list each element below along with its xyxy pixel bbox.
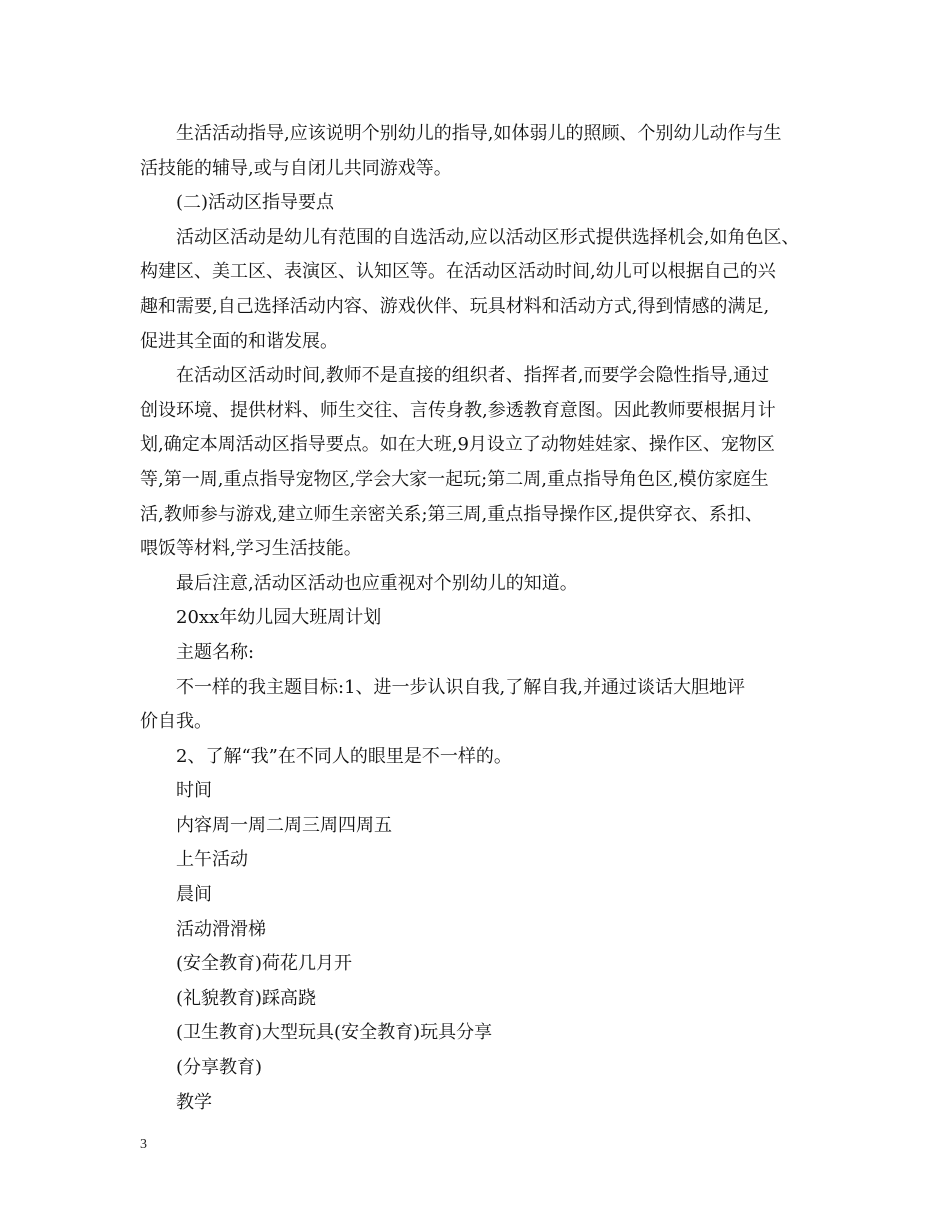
text-line: (分享教育) bbox=[176, 1057, 263, 1079]
text-line: 趣和需要,自己选择活动内容、游戏伙伴、玩具材料和活动方式,得到情感的满足, bbox=[140, 295, 770, 317]
text-line: (卫生教育)大型玩具(安全教育)玩具分享 bbox=[176, 1022, 493, 1044]
text-line: 划,确定本周活动区指导要点。如在大班,9月设立了动物娃娃家、操作区、宠物区 bbox=[140, 434, 775, 456]
text-line: 喂饭等材料,学习生活技能。 bbox=[140, 538, 362, 560]
text-line: 活动区活动是幼儿有范围的自选活动,应以活动区形式提供选择机会,如角色区、 bbox=[176, 226, 800, 248]
text-line: 等,第一周,重点指导宠物区,学会大家一起玩;第二周,重点指导角色区,模仿家庭生 bbox=[140, 468, 769, 490]
text-line: 上午活动 bbox=[176, 849, 248, 871]
text-line: 价自我。 bbox=[140, 711, 212, 733]
text-line: 活,教师参与游戏,建立师生亲密关系;第三周,重点指导操作区,提供穿衣、系扣、 bbox=[140, 503, 763, 525]
text-line: 活动滑滑梯 bbox=[176, 918, 266, 940]
text-line: 主题名称: bbox=[176, 641, 255, 663]
text-line: 内容周一周二周三周四周五 bbox=[176, 814, 392, 836]
text-line: 最后注意,活动区活动也应重视对个别幼儿的知道。 bbox=[176, 572, 578, 594]
text-line: 创设环境、提供材料、师生交往、言传身教,参透教育意图。因此教师要根据月计 bbox=[140, 399, 776, 421]
text-line: 20xx年幼儿园大班周计划 bbox=[176, 607, 382, 629]
text-line: 在活动区活动时间,教师不是直接的组织者、指挥者,而要学会隐性指导,通过 bbox=[176, 365, 770, 387]
text-line: (二)活动区指导要点 bbox=[176, 192, 335, 214]
text-line: (安全教育)荷花几月开 bbox=[176, 953, 353, 975]
text-line: 构建区、美工区、表演区、认知区等。在活动区活动时间,幼儿可以根据自己的兴 bbox=[140, 261, 776, 283]
text-line: 晨间 bbox=[176, 884, 212, 906]
text-line: 促进其全面的和谐发展。 bbox=[140, 330, 338, 352]
document-body bbox=[140, 117, 812, 1120]
text-line: (礼貌教育)踩高跷 bbox=[176, 987, 317, 1009]
text-line: 活技能的辅导,或与自闭儿共同游戏等。 bbox=[140, 157, 452, 179]
text-line: 教学 bbox=[176, 1091, 212, 1113]
text-line: 生活活动指导,应该说明个别幼儿的指导,如体弱儿的照顾、个别幼儿动作与生 bbox=[176, 123, 782, 144]
text-line: 时间 bbox=[176, 780, 212, 802]
text-line: 2、了解“我”在不同人的眼里是不一样的。 bbox=[176, 745, 512, 767]
text-line: 不一样的我主题目标:1、进一步认识自我,了解自我,并通过谈话大胆地评 bbox=[176, 676, 745, 698]
page-number: 3 bbox=[140, 1137, 147, 1152]
